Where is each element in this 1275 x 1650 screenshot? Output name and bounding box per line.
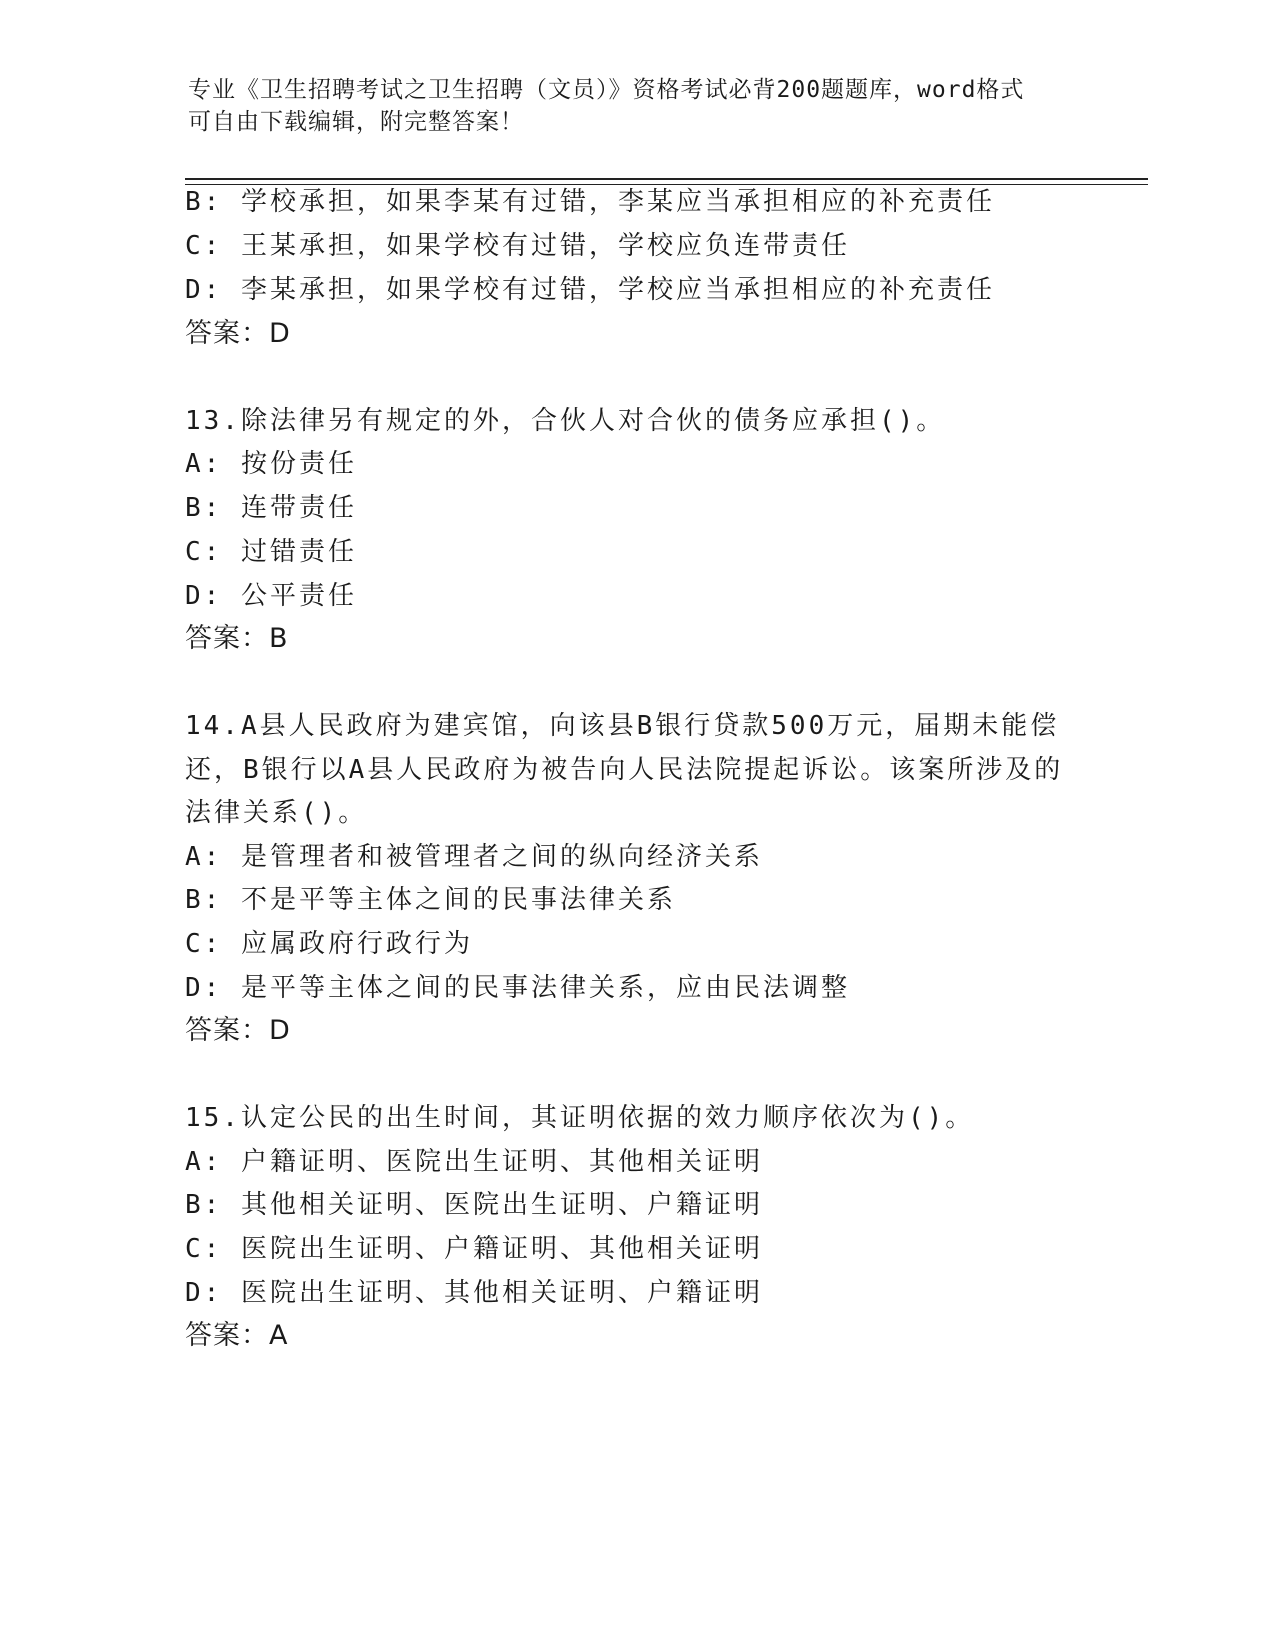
q13-option-b: B: 连带责任 bbox=[185, 493, 357, 523]
q14-question-line-3: 法律关系()。 bbox=[185, 798, 368, 828]
q12-option-d: D: 李某承担，如果学校有过错，学校应当承担相应的补充责任 bbox=[185, 275, 995, 305]
q13-option-a: A: 按份责任 bbox=[185, 449, 357, 479]
q12-answer: 答案：D bbox=[185, 318, 291, 349]
header-line-1: 专业《卫生招聘考试之卫生招聘（文员）》资格考试必背200题题库，word格式 bbox=[188, 77, 1025, 103]
header-divider-thick bbox=[185, 178, 1148, 180]
q12-option-b: B: 学校承担，如果李某有过错，李某应当承担相应的补充责任 bbox=[185, 187, 995, 217]
q12-option-c: C: 王某承担，如果学校有过错，学校应负连带责任 bbox=[185, 231, 850, 261]
q14-option-a: A: 是管理者和被管理者之间的纵向经济关系 bbox=[185, 842, 763, 872]
q13-answer: 答案：B bbox=[185, 623, 289, 654]
q15-option-c: C: 医院出生证明、户籍证明、其他相关证明 bbox=[185, 1234, 763, 1264]
q15-option-b: B: 其他相关证明、医院出生证明、户籍证明 bbox=[185, 1190, 763, 1220]
q13-question: 13.除法律另有规定的外，合伙人对合伙的债务应承担()。 bbox=[185, 406, 946, 436]
q14-answer: 答案：D bbox=[185, 1015, 291, 1046]
q14-option-d: D: 是平等主体之间的民事法律关系，应由民法调整 bbox=[185, 973, 850, 1003]
header-divider-thin bbox=[185, 184, 1148, 185]
header-line-2: 可自由下载编辑，附完整答案！ bbox=[188, 109, 524, 135]
document-header bbox=[188, 74, 1088, 138]
q14-option-b: B: 不是平等主体之间的民事法律关系 bbox=[185, 885, 676, 915]
q15-answer: 答案：A bbox=[185, 1320, 289, 1351]
q15-question: 15.认定公民的出生时间，其证明依据的效力顺序依次为()。 bbox=[185, 1103, 975, 1133]
q15-option-d: D: 医院出生证明、其他相关证明、户籍证明 bbox=[185, 1278, 763, 1308]
q14-question-line-1: 14.A县人民政府为建宾馆，向该县B银行贷款500万元，届期未能偿 bbox=[185, 711, 1060, 741]
q13-option-c: C: 过错责任 bbox=[185, 537, 357, 567]
q14-question-line-2: 还，B银行以A县人民政府为被告向人民法院提起诉讼。该案所涉及的 bbox=[185, 755, 1064, 785]
q15-option-a: A: 户籍证明、医院出生证明、其他相关证明 bbox=[185, 1147, 763, 1177]
q13-option-d: D: 公平责任 bbox=[185, 581, 357, 611]
q14-option-c: C: 应属政府行政行为 bbox=[185, 929, 473, 959]
